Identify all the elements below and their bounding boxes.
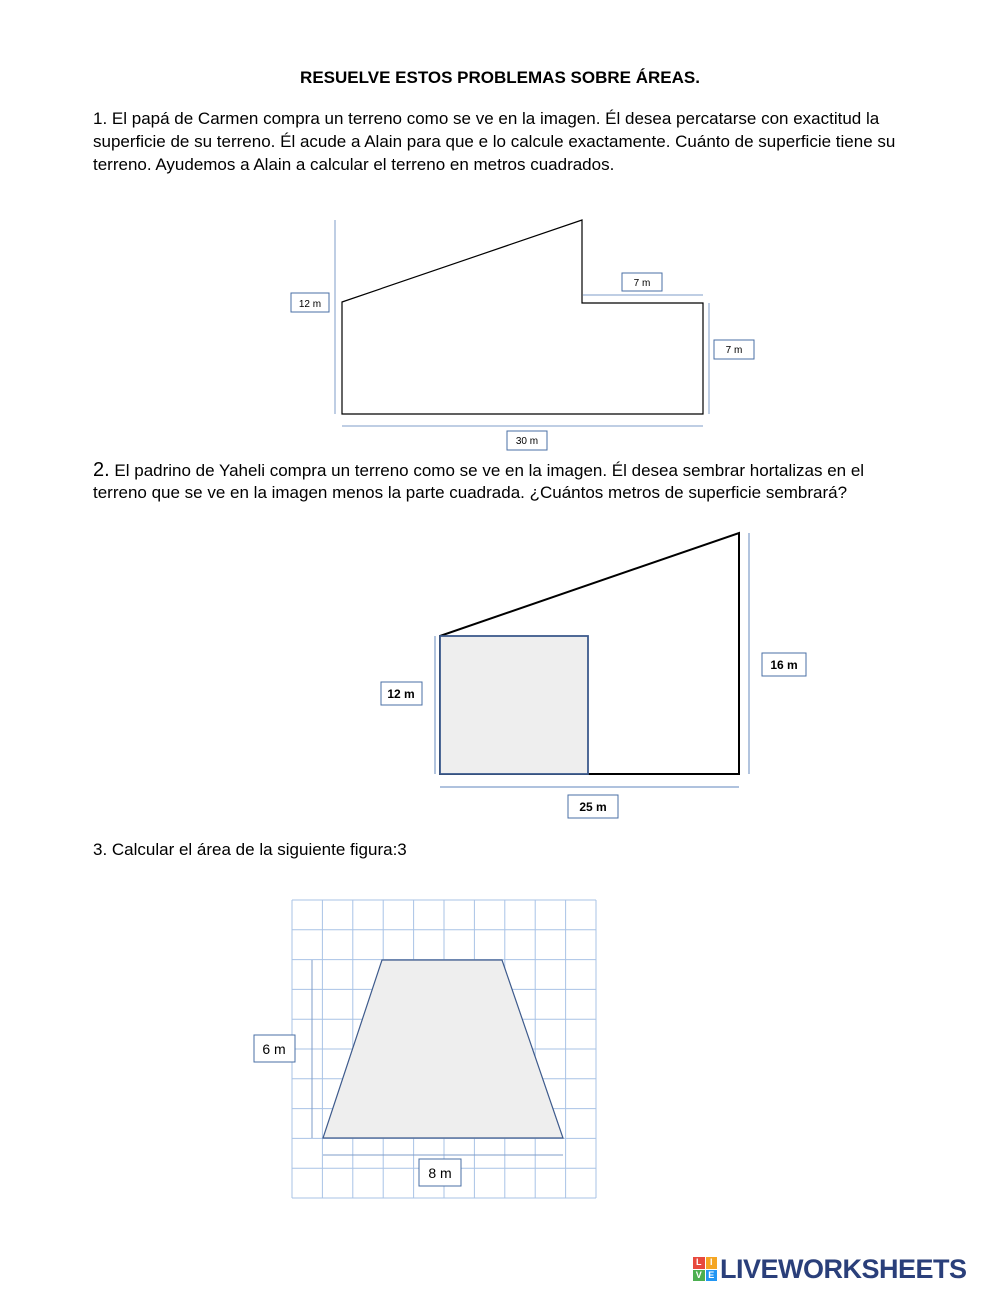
figure-1 bbox=[291, 220, 754, 450]
svg-text:12 m: 12 m bbox=[298, 299, 322, 310]
page-title: RESUELVE ESTOS PROBLEMAS SOBRE ÁREAS. bbox=[300, 68, 700, 87]
svg-text:30 m: 30 m bbox=[515, 436, 539, 447]
label-8m-fig3 bbox=[419, 1159, 461, 1186]
figure-2-square bbox=[440, 636, 588, 774]
figure-3 bbox=[254, 900, 596, 1198]
svg-text:8 m: 8 m bbox=[428, 1165, 452, 1181]
figure-3-trapezoid bbox=[323, 960, 563, 1138]
svg-text:25 m: 25 m bbox=[579, 800, 607, 814]
svg-text:6 m: 6 m bbox=[262, 1041, 286, 1057]
label-12m-fig2 bbox=[381, 682, 422, 705]
label-12m-fig1 bbox=[291, 293, 329, 312]
label-25m-fig2 bbox=[568, 795, 618, 818]
svg-text:16 m: 16 m bbox=[770, 658, 798, 672]
problem-3-text: 3. Calcular el área de la siguiente figura:3 bbox=[93, 840, 407, 859]
liveworksheets-logo-text: LIVEWORKSHEETS bbox=[720, 1253, 967, 1284]
problem-2-number: 2. bbox=[93, 459, 110, 481]
label-6m-fig3 bbox=[254, 1035, 295, 1062]
label-7m-top-fig1 bbox=[622, 273, 662, 291]
problem-2-body: El padrino de Yaheli compra un terreno como se ve en la imagen. Él desea sembrar hortalizas en el terreno que se ve en la imagen menos la parte cuadrada. ¿Cuántos metros de superficie sembrará? bbox=[93, 461, 865, 502]
svg-text:12 m: 12 m bbox=[387, 687, 415, 701]
problem-1-text: 1. El papá de Carmen compra un terreno como se ve en la imagen. Él desea percatarse con exactitud la superficie de su terreno. Él acude a Alain para que e lo calcule exactamente. Cuánto de superficie tiene su terreno. Ayudemos a Alain a calcular el terreno en metros cuadrados. bbox=[93, 109, 896, 174]
label-30m-fig1 bbox=[507, 431, 547, 450]
liveworksheets-logo bbox=[693, 1254, 967, 1284]
label-7m-right-fig1 bbox=[714, 340, 754, 359]
svg-text:7 m: 7 m bbox=[725, 345, 743, 356]
svg-text:7 m: 7 m bbox=[633, 278, 651, 289]
liveworksheets-icon: L I V E bbox=[693, 1257, 717, 1281]
figure-2 bbox=[381, 533, 806, 818]
figure-1-shape bbox=[342, 220, 703, 414]
label-16m-fig2 bbox=[762, 653, 806, 676]
